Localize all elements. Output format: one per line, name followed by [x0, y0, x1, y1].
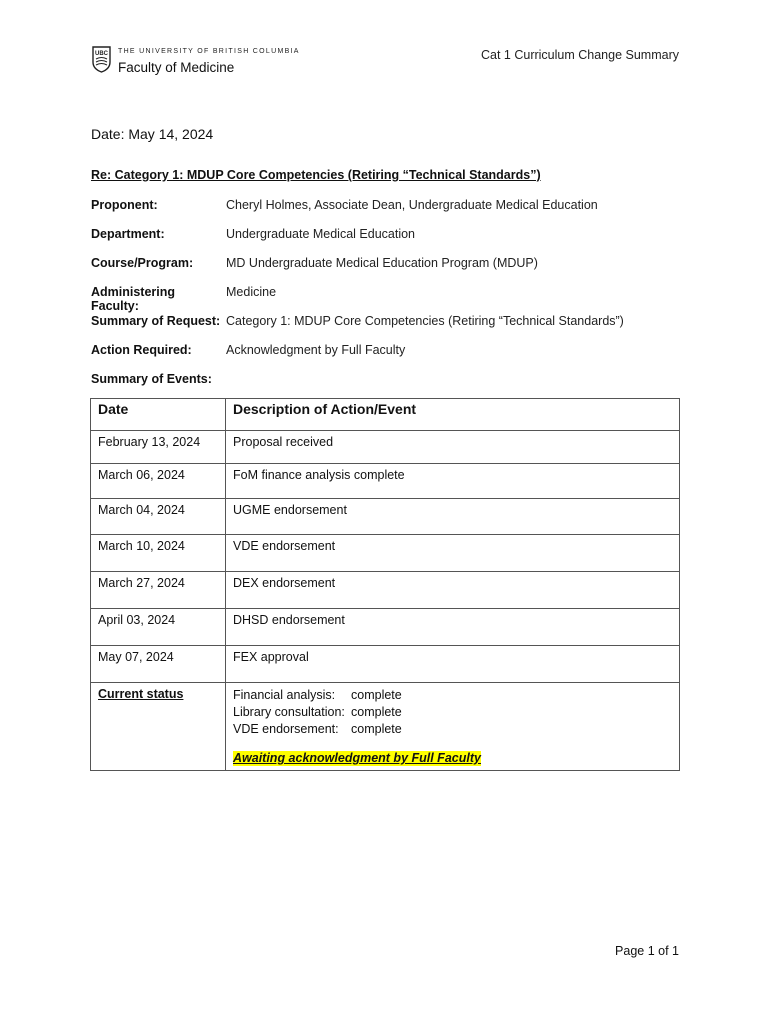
re-line: Re: Category 1: MDUP Core Competencies (Retiring “Technical Standards”)	[91, 168, 541, 182]
faculty-name: Faculty of Medicine	[118, 60, 235, 75]
event-description: DHSD endorsement	[226, 609, 680, 646]
column-header-date: Date	[91, 399, 226, 431]
event-date: March 10, 2024	[91, 535, 226, 572]
status-item-value: complete	[351, 705, 402, 719]
field-label: Course/Program:	[91, 256, 194, 270]
table-row	[91, 535, 680, 572]
table-row	[91, 431, 680, 464]
status-item-value: complete	[351, 688, 402, 702]
field-label: Administering Faculty:	[91, 285, 176, 313]
status-item	[233, 687, 672, 704]
table-row	[91, 499, 680, 535]
event-date: May 07, 2024	[91, 646, 226, 683]
table-row	[91, 464, 680, 499]
ubc-crest-icon	[92, 46, 111, 73]
event-description: Proposal received	[226, 431, 680, 464]
ubc-logo	[92, 46, 300, 75]
status-item-value: complete	[351, 722, 402, 736]
status-item-name: Library consultation:	[233, 705, 345, 719]
event-date: March 04, 2024	[91, 499, 226, 535]
current-status-label: Current status	[98, 687, 184, 701]
table-row	[91, 646, 680, 683]
event-description: FEX approval	[226, 646, 680, 683]
date-line: Date: May 14, 2024	[91, 126, 214, 142]
table-row	[91, 572, 680, 609]
document-title: Cat 1 Curriculum Change Summary	[481, 48, 679, 62]
table-row	[91, 609, 680, 646]
field-value: Category 1: MDUP Core Competencies (Retiring “Technical Standards”)	[226, 314, 624, 328]
event-description: VDE endorsement	[226, 535, 680, 572]
field-proponent	[91, 198, 598, 212]
field-action-required	[91, 343, 405, 357]
field-summary-of-request	[91, 314, 624, 328]
field-label: Department:	[91, 227, 165, 241]
events-table	[90, 398, 680, 771]
field-label: Proponent:	[91, 198, 158, 212]
event-description: FoM finance analysis complete	[226, 464, 680, 499]
university-name: THE UNIVERSITY OF BRITISH COLUMBIA	[118, 48, 300, 55]
field-value: Acknowledgment by Full Faculty	[226, 343, 406, 357]
field-course-program	[91, 256, 538, 270]
field-label: Action Required:	[91, 343, 192, 357]
field-label: Summary of Request:	[91, 314, 221, 328]
field-administering-faculty	[91, 285, 276, 313]
event-description: DEX endorsement	[226, 572, 680, 609]
field-value: MD Undergraduate Medical Education Program (MDUP)	[226, 256, 538, 270]
table-header-row	[91, 399, 680, 431]
awaiting-acknowledgment-highlight: Awaiting acknowledgment by Full Faculty	[233, 751, 481, 765]
page-number: Page 1 of 1	[615, 944, 679, 958]
event-date: March 27, 2024	[91, 572, 226, 609]
summary-of-events-label: Summary of Events:	[91, 372, 212, 386]
field-value: Medicine	[226, 285, 277, 299]
field-value: Undergraduate Medical Education	[226, 227, 416, 241]
status-item-name: VDE endorsement:	[233, 722, 339, 736]
status-item	[233, 721, 672, 738]
status-item-name: Financial analysis:	[233, 688, 336, 702]
event-date: April 03, 2024	[91, 609, 226, 646]
event-date: February 13, 2024	[91, 431, 226, 464]
column-header-description: Description of Action/Event	[226, 399, 680, 431]
current-status-row	[91, 683, 680, 771]
event-description: UGME endorsement	[226, 499, 680, 535]
field-value: Cheryl Holmes, Associate Dean, Undergraduate Medical Education	[226, 198, 598, 212]
field-department	[91, 227, 415, 241]
status-item	[233, 704, 672, 721]
event-date: March 06, 2024	[91, 464, 226, 499]
svg-text:UBC: UBC	[95, 51, 108, 57]
